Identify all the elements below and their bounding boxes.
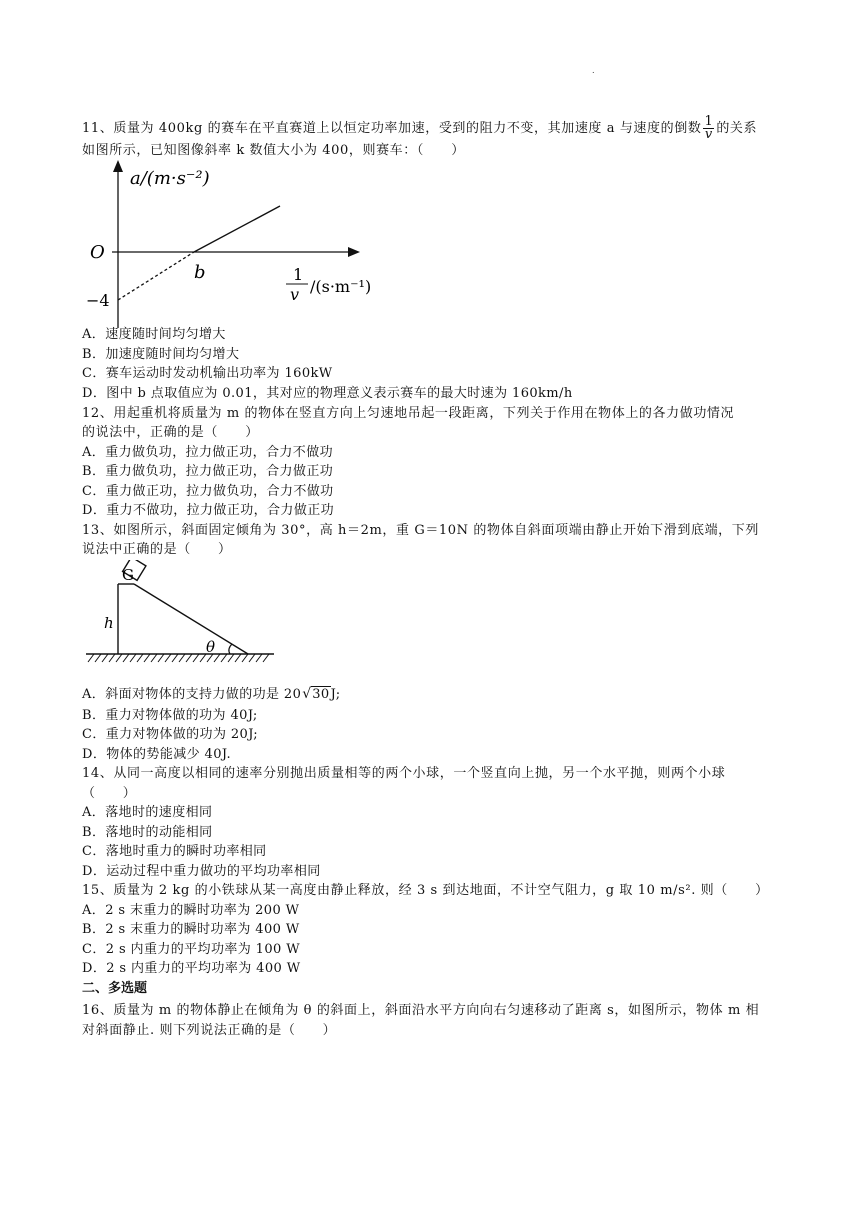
q13-option-b: B．重力对物体做的功为 40J; <box>82 708 258 723</box>
header-dot: . <box>592 66 595 75</box>
q11-option-c: C．赛车运动时发动机输出功率为 160kW <box>82 366 333 381</box>
graph-y-label: a/(m·s⁻²) <box>130 168 210 189</box>
q12-option-a: A．重力做负功，拉力做正功，合力不做功 <box>82 445 333 460</box>
q11-option-b: B．加速度随时间均匀增大 <box>82 347 240 362</box>
angle-arc <box>229 644 232 654</box>
incline-slope <box>134 584 248 654</box>
q15-option-d: D．2 s 内重力的平均功率为 400 W <box>82 961 301 976</box>
q11-frac-den: v <box>704 127 713 142</box>
q14-option-c: C．落地时重力的瞬时功率相同 <box>82 844 267 859</box>
q14-option-a: A．落地时的速度相同 <box>82 805 213 820</box>
graph-neg-tick: −4 <box>86 291 110 310</box>
graph-solid-line <box>194 206 280 252</box>
section-heading-multiple-choice: 二、多选题 <box>82 981 148 996</box>
q13-line2: 说法中正确的是（ ） <box>82 542 232 557</box>
q13-option-a <box>82 686 340 704</box>
q14-option-d: D．运动过程中重力做功的平均功率相同 <box>82 864 321 879</box>
q12-option-c: C．重力做正功，拉力做负功，合力不做功 <box>82 484 334 499</box>
q13-option-a-pre: A．斜面对物体的支持力做的功是 20 <box>82 687 302 702</box>
q15-line1: 15、质量为 2 kg 的小铁球从某一高度由静止释放，经 3 s 到达地面，不计空气阻力，g 取 10 m/s². 则（ ） <box>82 883 769 898</box>
q11-line1 <box>82 116 757 141</box>
ground-hatch <box>88 654 269 662</box>
sqrt-icon: √ 30 <box>302 686 330 702</box>
q11-frac-num: 1 <box>704 114 714 129</box>
q11-line1-pre: 11、质量为 400kg 的赛车在平直赛道上以恒定功率加速，受到的阻力不变，其加速度 a 与速度的倒数 <box>82 121 702 136</box>
q12-option-b: B．重力做负功，拉力做正功，合力做正功 <box>82 464 334 479</box>
q13-incline-figure <box>82 560 282 670</box>
q15-option-c: C．2 s 内重力的平均功率为 100 W <box>82 942 300 957</box>
graph-dashed-line <box>118 252 194 300</box>
q15-option-b: B．2 s 末重力的瞬时功率为 400 W <box>82 922 300 937</box>
block-g-label: G <box>122 566 134 584</box>
graph-x-label-den: v <box>290 285 300 304</box>
height-label: h <box>104 614 114 632</box>
q13-option-d: D．物体的势能减少 40J. <box>82 747 232 762</box>
q14-line1: 14、从同一高度以相同的速率分别抛出质量相等的两个小球，一个竖直向上抛，另一个水平抛，则两个小球 <box>82 766 726 781</box>
q15-option-a: A．2 s 末重力的瞬时功率为 200 W <box>82 903 300 918</box>
graph-origin-label: O <box>90 242 105 263</box>
graph-x-label-num: 1 <box>293 265 304 284</box>
q13-option-a-post: J; <box>330 687 341 702</box>
graph-y-arrow <box>113 160 123 172</box>
q13-line1: 13、如图所示，斜面固定倾角为 30°，高 h＝2m，重 G＝10N 的物体自斜面项端由静止开始下滑到底端，下列 <box>82 523 759 538</box>
q13-option-c: C．重力对物体做的功为 20J; <box>82 727 259 742</box>
graph-x-arrow <box>348 247 360 257</box>
q12-option-d: D．重力不做功，拉力做正功，合力做正功 <box>82 503 335 518</box>
q11-graph <box>82 160 402 330</box>
q11-line1-post: 的关系 <box>716 121 758 136</box>
q16-line1: 16、质量为 m 的物体静止在倾角为 θ 的斜面上，斜面沿水平方向向右匀速移动了距离 s，如图所示，物体 m 相 <box>82 1003 760 1018</box>
q14-option-b: B．落地时的动能相同 <box>82 825 213 840</box>
q16-line2: 对斜面静止. 则下列说法正确的是（ ） <box>82 1023 337 1038</box>
theta-label: θ <box>206 638 216 656</box>
q11-option-d: D．图中 b 点取值应为 0.01，其对应的物理意义表示赛车的最大时速为 160km/h <box>82 386 573 401</box>
graph-x-label-unit: /(s·m⁻¹) <box>310 277 372 296</box>
q11-line2: 如图所示，已知图像斜率 k 数值大小为 400，则赛车：（ ） <box>82 143 465 158</box>
q13-option-a-root: 30 <box>312 687 330 702</box>
q14-line2: （ ） <box>82 786 137 801</box>
q11-fraction <box>703 116 714 141</box>
q12-line2: 的说法中，正确的是（ ） <box>82 425 259 440</box>
q12-line1: 12、用起重机将质量为 m 的物体在竖直方向上匀速地吊起一段距离，下列关于作用在物体上的各力做功情况 <box>82 406 735 421</box>
q11-option-a: A．速度随时间均匀增大 <box>82 327 226 342</box>
graph-b-label: b <box>194 262 206 283</box>
